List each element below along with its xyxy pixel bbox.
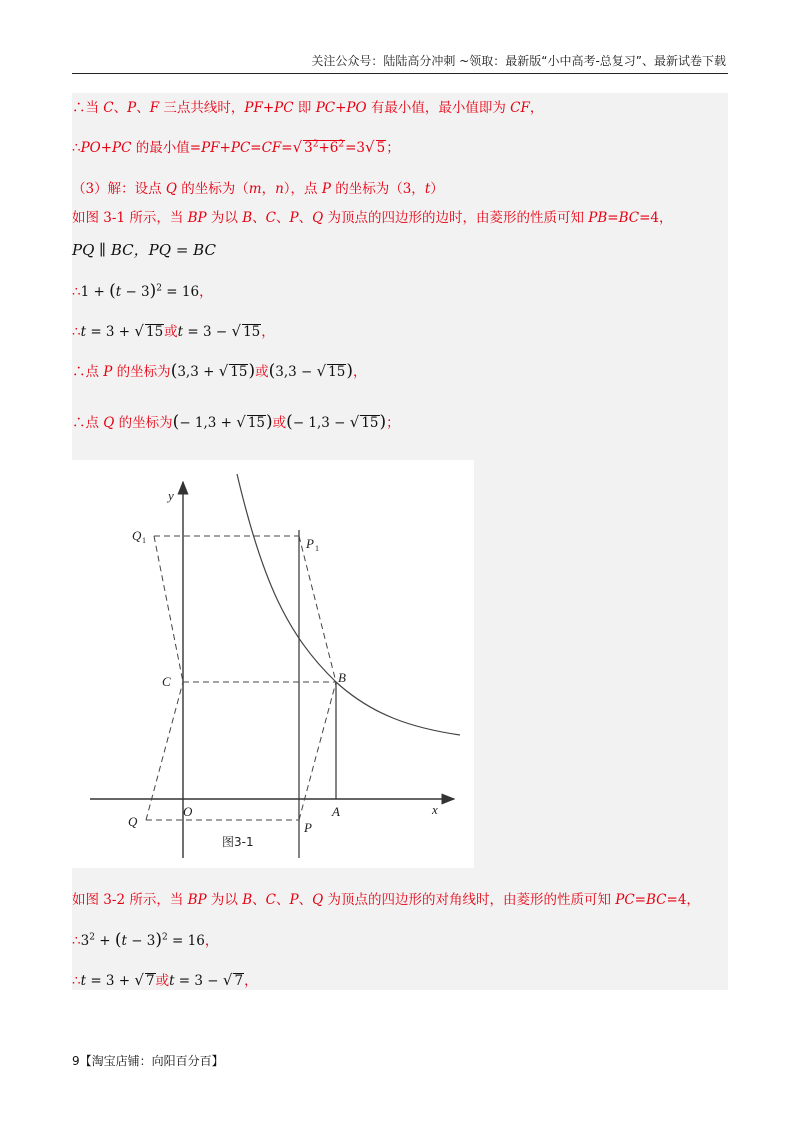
solution-line-12: ∴t = 3 + √ 7或t = 3 − √ 7， (72, 971, 258, 989)
solution-line-8: ∴点 P 的坐标为(3,3 + √ 15)或(3,3 − √ 15)， (72, 361, 367, 381)
hyperbola-curve (237, 474, 460, 735)
label-o: O (183, 804, 193, 819)
solution-line-3: （3）解：设点 Q 的坐标为（m，n），点 P 的坐标为（3，t） (72, 181, 444, 197)
figure-caption: 图3-1 (222, 835, 254, 849)
label-q1-sub: 1 (142, 536, 146, 545)
footer-text: 【淘宝店铺：向阳百分百】 (79, 1054, 224, 1068)
figure-3-1 (72, 460, 474, 868)
label-b: B (338, 670, 346, 685)
rhombus-upper (154, 536, 336, 682)
solution-line-5: PQ ∥ BC，PQ = BC (72, 241, 216, 259)
label-c: C (162, 674, 171, 689)
label-q: Q (128, 814, 138, 829)
solution-line-2: ∴PO+PC 的最小值=PF+PC=CF=√ $3^2+6^2=3√$ 5； (72, 138, 400, 156)
label-y: y (168, 488, 174, 503)
solution-line-1: ∴当 C、P、F 三点共线时，PF+PC 即 PC+PO 有最小值，最小值即为 CF， (72, 100, 544, 116)
solution-line-11: $\therefore 3^2 + (t - 3)^2 = 16$， (72, 930, 219, 950)
label-p: P (304, 820, 312, 835)
solution-line-10: 如图 3-2 所示，当 BP 为以 B、C、P、Q 为顶点的四边形的对角线时，由菱形的性质可知 PC=BC=4， (72, 892, 700, 908)
solution-line-6: ∴1 + $(t - 3)^2 = 16$， (72, 281, 213, 301)
page-footer (72, 1052, 224, 1069)
label-a: A (332, 804, 340, 819)
label-x: x (432, 802, 438, 817)
solution-line-7: ∴t = 3 + √ 15或t = 3 − √ 15， (72, 322, 275, 340)
page-number: 9 (72, 1054, 80, 1068)
label-q1: Q (132, 528, 142, 543)
solution-line-9: ∴点 Q 的坐标为(− 1,3 + √ 15)或(− 1,3 − √ 15)； (72, 412, 400, 432)
page-header (72, 52, 728, 74)
figure-3-1-svg (72, 460, 474, 868)
solution-line-4: 如图 3-1 所示，当 BP 为以 B、C、P、Q 为顶点的四边形的边时，由菱形的性质可知 PB=BC=4， (72, 210, 673, 226)
label-p1: P (306, 536, 314, 551)
label-p1-sub: 1 (315, 544, 319, 553)
header-text: 关注公众号：陆陆高分冲刺 ~领取：最新版“小中高考-总复习”、最新试卷下载 (311, 54, 726, 68)
